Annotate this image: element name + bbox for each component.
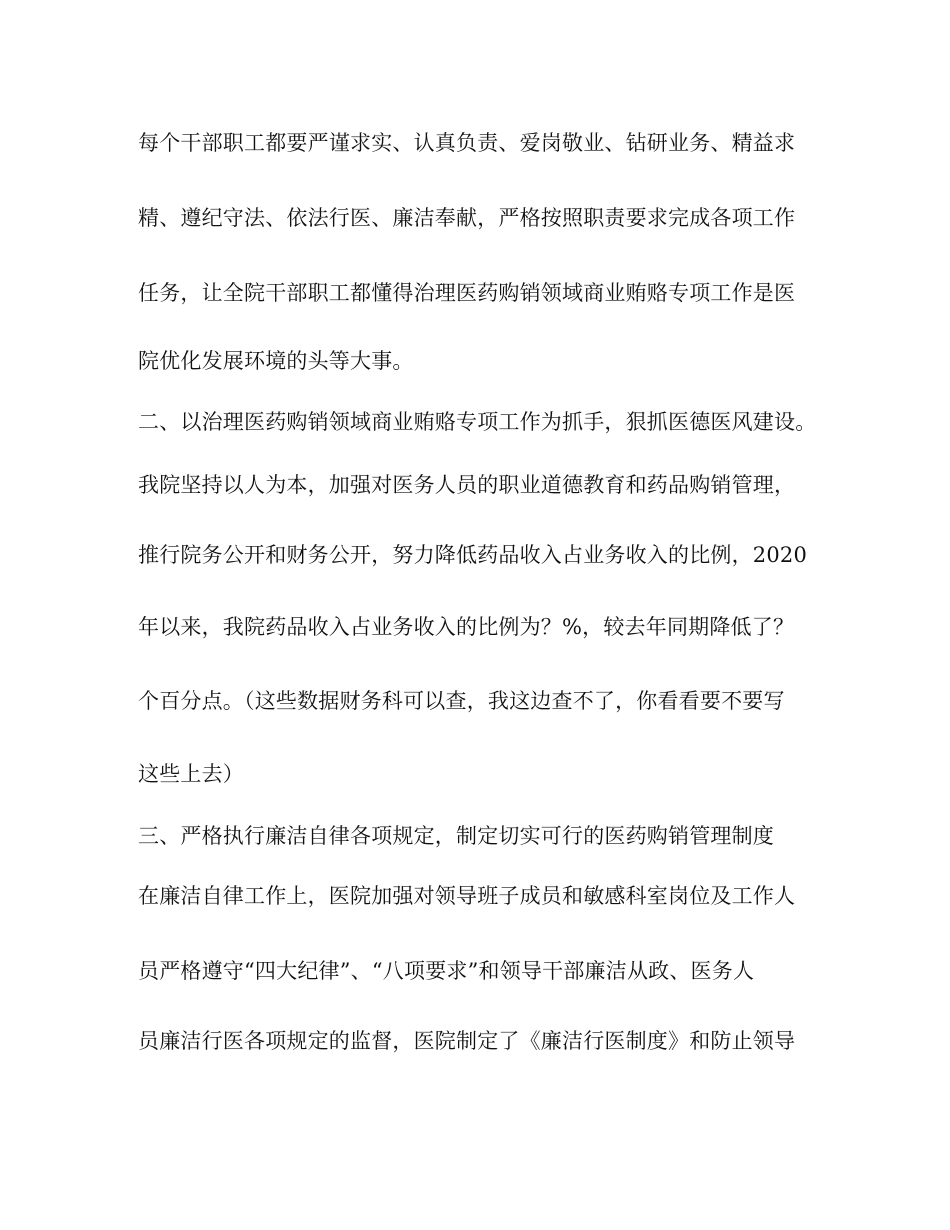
text-line: 精、遵纪守法、依法行医、廉洁奉献，严格按照职责要求完成各项工作 — [138, 206, 796, 230]
text-line: 在廉洁自律工作上，医院加强对领导班子成员和敏感科室岗位及工作人 — [138, 884, 796, 908]
text-line: 年以来，我院药品收入占业务收入的比例为？%，较去年同期降低了？ — [138, 615, 795, 639]
text-line: 我院坚持以人为本，加强对医务人员的职业道德教育和药品购销管理， — [138, 473, 796, 497]
text-line: 员廉洁行医各项规定的监督，医院制定了《廉洁行医制度》和防止领导 — [138, 1029, 796, 1053]
text-line: 个百分点。（这些数据财务科可以查，我这边查不了，你看看要不要写 — [138, 689, 785, 713]
text-line: 任务，让全院干部职工都懂得治理医药购销领域商业贿赂专项工作是医 — [138, 281, 796, 305]
text-line: 推行院务公开和财务公开，努力降低药品收入占业务收入的比例，2020 — [138, 543, 808, 567]
section-heading: 二、以治理医药购销领域商业贿赂专项工作为抓手，狠抓医德医风建设。 — [138, 410, 817, 434]
text-line: 员严格遵守“四大纪律”、“八项要求”和领导干部廉洁从政、医务人 — [138, 959, 755, 983]
text-line: 每个干部职工都要严谨求实、认真负责、爱岗敬业、钻研业务、精益求 — [138, 131, 796, 155]
text-line: 这些上去） — [138, 762, 244, 786]
text-line: 院优化发展环境的头等大事。 — [138, 349, 414, 373]
section-heading: 三、严格执行廉洁自律各项规定，制定切实可行的医药购销管理制度 — [138, 824, 774, 848]
